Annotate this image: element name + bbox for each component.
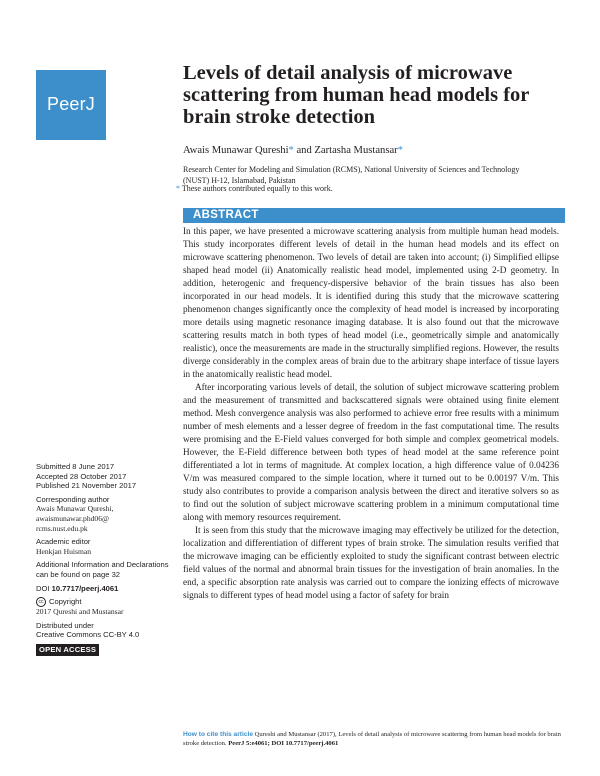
contribution-note bbox=[176, 184, 333, 193]
additional-info[interactable]: Additional Information and Declarations can be found on page 32 bbox=[36, 560, 169, 579]
distributed-label: Distributed under bbox=[36, 620, 94, 630]
author-1[interactable]: Awais Munawar Qureshi bbox=[183, 145, 289, 156]
corresponding-author-email-2[interactable]: rcms.nust.edu.pk bbox=[36, 523, 88, 533]
doi-link[interactable]: 10.7717/peerj.4061 bbox=[51, 583, 119, 593]
corresponding-author-name: Awais Munawar Qureshi, bbox=[36, 504, 114, 514]
corresponding-author-label: Corresponding author bbox=[36, 494, 110, 504]
citation-footer bbox=[183, 730, 563, 748]
abstract-paragraph-1: In this paper, we have presented a microwave scattering analysis from multiple human head models. This study incorporates different levels of detail in the human head models and its effect on microwave scattering phenomenon. Two levels of detail are taken into account; (i) Simplified ellipse shaped head model (ii) Anatomically realistic head model, implemented using 2-D geometry. In addition, heterogenic and frequency-dispersive behavior of the brain tissues has also been incorporated in our head models. It is identified during this study that the microwave scattering phenomenon changes significantly once the complexity of head model is increased by incorporating more details using magnetic resonance imaging database. It is also found out that the microwave scattering results match in both types of head model (i.e., geometrically simple and anatomically realistic), once the measurements are made in the structurally simplified regions. However, the results diverge considerably in the complex areas of brain due to the arbitrary shape interface of tissue layers in the anatomically realistic head model. bbox=[183, 226, 559, 379]
citation-text: Qureshi and Mustansar (2017), Levels of detail analysis of microwave scattering from human head models for brain stroke detection. bbox=[183, 731, 561, 747]
abstract-body bbox=[183, 225, 559, 602]
article-title: Levels of detail analysis of microwave scattering from human head models for brain stroke detection bbox=[183, 62, 530, 128]
editor-block bbox=[36, 537, 171, 556]
accepted-date: Accepted 28 October 2017 bbox=[36, 471, 127, 481]
author-2[interactable]: Zartasha Mustansar bbox=[314, 145, 398, 156]
license-link[interactable]: Creative Commons CC-BY 4.0 bbox=[36, 630, 140, 640]
abstract-paragraph-2: After incorporating various levels of detail, the solution of subject microwave scattering problem and the measurement of transmitted and backscattered signals were obtained using finite element method. Mesh convergence analysis was also performed to achieve error free results with a minimum number of mesh elements and a lesser degree of freedom in the fast computational time. The results were promising and the E-Field values converged for both simple and complex geometrical models. However, the E-Field difference between both types of head model at the same reference point differentiated a lot in terms of magnitude. At complex location, a high difference value of 0.04236 V/m was measured compared to the simple location, where it turned out to be 0.00197 V/m. This study also contributes to provide a comparison analysis between the direct and iterative solvers so as to find out the solution of subject microwave scattering problem in a minimum computational time along with memory resources requirement. bbox=[183, 382, 559, 522]
open-access-badge: OPEN ACCESS bbox=[36, 644, 99, 656]
copyright-cc-icon: cc bbox=[36, 597, 46, 607]
corresponding-author-block bbox=[36, 495, 171, 533]
abstract-paragraph-3: It is seen from this study that the microwave imaging may effectively be utilized for the detection, localization and differentiation of different types of brain stroke. The simulation results verified that the microwave imaging can be efficiently exploited to study the significant contrast between electric field values of the normal and abnormal brain tissues for the investigation of brain anomalies. In the end, a specific absorption rate analysis was carried out to compare the ionizing effects of microwave signals to different types of head model using a factor of safety for brain bbox=[183, 525, 559, 600]
author-separator: and bbox=[293, 145, 315, 156]
dates-block bbox=[36, 462, 171, 491]
citation-id: 5:e4061; bbox=[244, 740, 272, 747]
doi-label: DOI bbox=[36, 583, 52, 593]
author-line bbox=[183, 145, 403, 156]
academic-editor-label: Academic editor bbox=[36, 537, 91, 547]
author-2-star: * bbox=[397, 145, 403, 156]
citation-doi[interactable]: DOI 10.7717/peerj.4061 bbox=[271, 740, 339, 747]
logo-text: PeerJ bbox=[46, 94, 96, 114]
author-1-star: * bbox=[288, 145, 294, 156]
license-block bbox=[36, 621, 171, 640]
corresponding-author-email-1[interactable]: awaismunawar.phd06@ bbox=[36, 513, 110, 523]
doi-line bbox=[36, 584, 171, 594]
academic-editor-name: Henkjan Huisman bbox=[36, 546, 92, 556]
citation-label: How to cite this article bbox=[183, 731, 253, 738]
abstract-heading-bar bbox=[183, 208, 565, 223]
article-sidebar bbox=[36, 462, 171, 656]
copyright-holders: 2017 Qureshi and Mustansar bbox=[36, 607, 124, 617]
submitted-date: Submitted 8 June 2017 bbox=[36, 462, 115, 471]
copyright-block bbox=[36, 597, 171, 617]
contribution-text: These authors contributed equally to this work. bbox=[181, 184, 333, 193]
copyright-label: Copyright bbox=[49, 597, 82, 607]
citation-journal: PeerJ bbox=[228, 740, 245, 747]
contribution-star: * bbox=[176, 184, 180, 193]
published-date: Published 21 November 2017 bbox=[36, 481, 137, 491]
abstract-heading: ABSTRACT bbox=[193, 209, 259, 221]
peerj-logo bbox=[36, 70, 106, 140]
affiliation: Research Center for Modeling and Simulation (RCMS), National University of Sciences and Technology (NUST) H-12, Islamabad, Pakistan bbox=[183, 165, 520, 185]
